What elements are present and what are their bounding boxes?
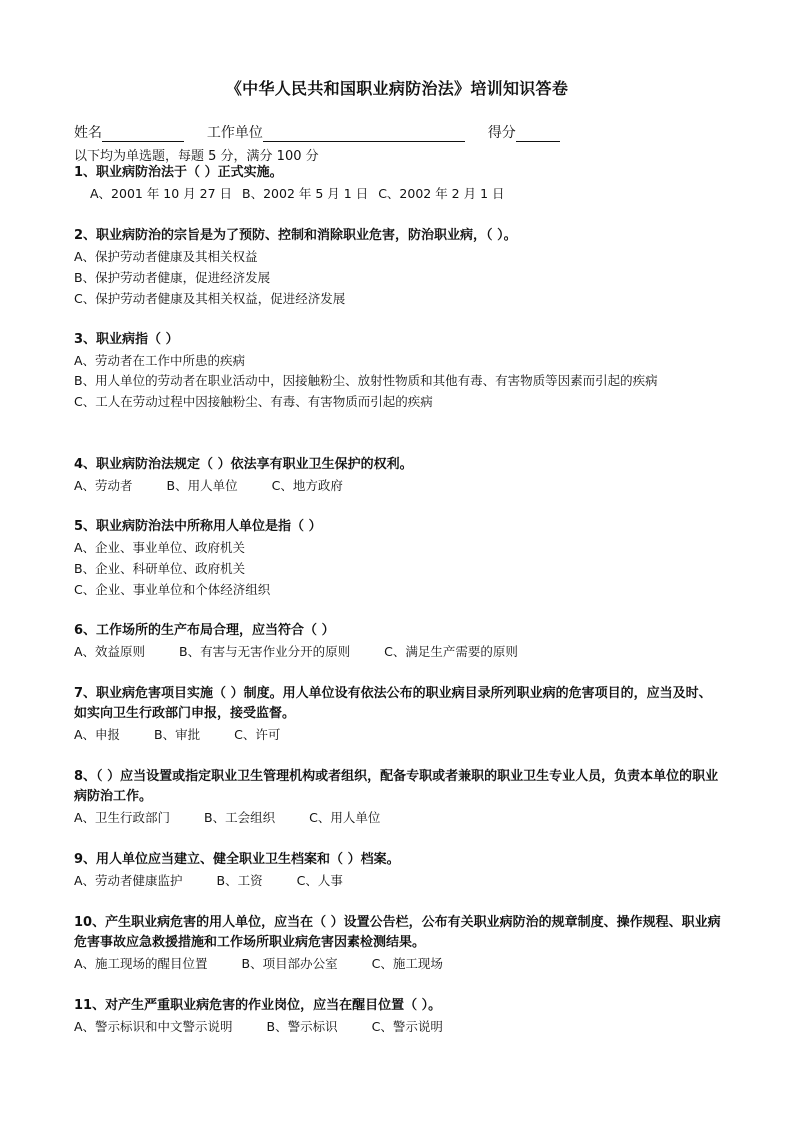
question-5 xyxy=(74,517,724,600)
question-options xyxy=(74,475,724,496)
option-c[interactable]: C、地方政府 xyxy=(271,478,343,493)
question-stem: 4、职业病防治法规定（ ）依法享有职业卫生保护的权利。 xyxy=(74,457,413,472)
question-options xyxy=(74,724,724,745)
question-options xyxy=(74,1016,724,1037)
option-a[interactable]: A、卫生行政部门 xyxy=(74,810,171,825)
option-c[interactable]: C、工人在劳动过程中因接触粉尘、有毒、有害物质而引起的疾病 xyxy=(74,394,433,409)
question-stem: 7、职业病危害项目实施（ ）制度。用人单位设有依法公布的职业病目录所列职业病的危害项目的，应当及时、如实向卫生行政部门申报，接受监督。 xyxy=(74,686,712,721)
option-a[interactable]: A、劳动者健康监护 xyxy=(74,873,183,888)
option-c[interactable]: C、人事 xyxy=(296,873,343,888)
question-1 xyxy=(74,163,724,204)
option-b[interactable]: B、有害与无害作业分开的原则 xyxy=(179,644,351,659)
question-options xyxy=(74,870,724,891)
option-b[interactable]: B、项目部办公室 xyxy=(241,956,338,971)
option-c[interactable]: C、保护劳动者健康及其相关权益，促进经济发展 xyxy=(74,291,346,306)
examinee-info-line xyxy=(74,122,560,142)
option-c[interactable]: C、施工现场 xyxy=(371,956,443,971)
option-b[interactable]: B、2002 年 5 月 1 日 xyxy=(242,186,369,201)
instructions: 以下均为单选题，每题 5 分，满分 100 分 xyxy=(74,149,319,164)
question-options xyxy=(74,807,724,828)
question-stem: 6、工作场所的生产布局合理，应当符合（ ） xyxy=(74,623,335,638)
name-field[interactable] xyxy=(102,127,184,142)
option-c[interactable]: C、警示说明 xyxy=(371,1019,443,1034)
question-options xyxy=(74,953,724,974)
option-a[interactable]: A、劳动者 xyxy=(74,478,133,493)
question-7 xyxy=(74,684,724,745)
option-b[interactable]: B、工会组织 xyxy=(204,810,276,825)
option-b[interactable]: B、工资 xyxy=(216,873,263,888)
option-a[interactable]: A、劳动者在工作中所患的疾病 xyxy=(74,353,246,368)
question-4 xyxy=(74,455,724,496)
question-9 xyxy=(74,850,724,891)
question-stem: 10、产生职业病危害的用人单位，应当在（ ）设置公告栏，公布有关职业病防治的规章制度、操作规程、职业病危害事故应急救援措施和工作场所职业病危害因素检测结果。 xyxy=(74,915,721,950)
option-b[interactable]: B、审批 xyxy=(154,727,201,742)
question-options xyxy=(74,183,724,204)
option-c[interactable]: C、用人单位 xyxy=(309,810,381,825)
option-a[interactable]: A、申报 xyxy=(74,727,121,742)
score-label: 得分 xyxy=(487,125,516,141)
option-a[interactable]: A、效益原则 xyxy=(74,644,146,659)
question-stem: 3、职业病指（ ） xyxy=(74,332,179,347)
option-a[interactable]: A、保护劳动者健康及其相关权益 xyxy=(74,249,258,264)
question-10 xyxy=(74,913,724,974)
option-a[interactable]: A、2001 年 10 月 27 日 xyxy=(90,186,233,201)
question-stem: 2、职业病防治的宗旨是为了预防、控制和消除职业危害，防治职业病，（ ）。 xyxy=(74,228,517,243)
question-stem: 11、对产生严重职业病危害的作业岗位，应当在醒目位置（ ）。 xyxy=(74,998,442,1013)
option-c[interactable]: C、许可 xyxy=(234,727,281,742)
option-a[interactable]: A、施工现场的醒目位置 xyxy=(74,956,208,971)
option-b[interactable]: B、企业、科研单位、政府机关 xyxy=(74,561,246,576)
page-title: 《中华人民共和国职业病防治法》培训知识答卷 xyxy=(225,79,569,98)
question-stem: 1、职业病防治法于（ ）正式实施。 xyxy=(74,165,283,180)
option-c[interactable]: C、满足生产需要的原则 xyxy=(384,644,518,659)
question-options xyxy=(74,641,724,662)
question-stem: 8、（ ）应当设置或指定职业卫生管理机构或者组织，配备专职或者兼职的职业卫生专业人员，负责本单位的职业病防治工作。 xyxy=(74,769,719,804)
option-b[interactable]: B、用人单位 xyxy=(166,478,238,493)
name-label: 姓名 xyxy=(74,125,102,141)
option-c[interactable]: C、企业、事业单位和个体经济组织 xyxy=(74,582,271,597)
question-11 xyxy=(74,996,724,1037)
question-6 xyxy=(74,621,724,662)
option-b[interactable]: B、用人单位的劳动者在职业活动中，因接触粉尘、放射性物质和其他有毒、有害物质等因素而引起的疾病 xyxy=(74,373,658,388)
question-stem: 5、职业病防治法中所称用人单位是指（ ） xyxy=(74,519,322,534)
option-b[interactable]: B、警示标识 xyxy=(266,1019,338,1034)
question-3 xyxy=(74,330,724,412)
question-2 xyxy=(74,226,724,309)
question-stem: 9、用人单位应当建立、健全职业卫生档案和（ ）档案。 xyxy=(74,852,400,867)
option-c[interactable]: C、2002 年 2 月 1 日 xyxy=(378,186,505,201)
work-unit-field[interactable] xyxy=(263,127,465,142)
score-field[interactable] xyxy=(516,127,560,142)
option-b[interactable]: B、保护劳动者健康，促进经济发展 xyxy=(74,270,271,285)
work-unit-label: 工作单位 xyxy=(206,125,263,141)
question-8 xyxy=(74,767,724,828)
option-a[interactable]: A、企业、事业单位、政府机关 xyxy=(74,540,246,555)
option-a[interactable]: A、警示标识和中文警示说明 xyxy=(74,1019,233,1034)
